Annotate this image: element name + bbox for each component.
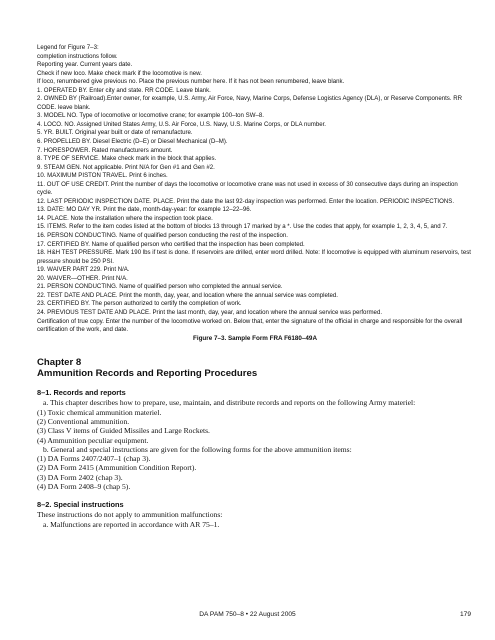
list-item: (2) DA Form 2415 (Ammunition Condition Report). — [37, 463, 197, 473]
legend-line: 8. TYPE OF SERVICE. Make check mark in the block that applies. — [37, 155, 217, 163]
chapter-section — [37, 357, 473, 529]
legend-line: 19. WAIVER PART 229. Print N/A. — [37, 266, 130, 274]
section-intro: These instructions do not apply to ammunition malfunctions: — [37, 510, 223, 520]
legend-line: 17. CERTIFIED BY. Name of qualified person who certified that the inspection has been completed. — [37, 240, 305, 248]
chapter-number: Chapter 8 — [37, 357, 82, 368]
legend-line: Reporting year. Current years date. — [37, 61, 133, 69]
legend-line: 21. PERSON CONDUCTING. Name of qualified person who completed the annual service. — [37, 283, 283, 291]
legend-line: 9. STEAM GEN. Not applicable. Print N/A for Gen #1 and Gen #2. — [37, 163, 215, 171]
legend-line: 4. LOCO. NO. Assigned United States Army, U.S. Air Force, U.S. Navy, U.S. Marine Corps, or DLA number. — [37, 120, 326, 128]
legend-line: 24. PREVIOUS TEST DATE AND PLACE. Print the last month, day, year, and location where the annual service was performed. — [37, 308, 383, 316]
legend-line: 15. ITEMS. Refer to the item codes listed at the bottom of blocks 13 through 17 marked by a *. Use the codes that apply, for example 1, 2, 3, 4, 5, and 7. — [37, 223, 448, 231]
chapter-title: Ammunition Records and Reporting Procedures — [37, 368, 258, 380]
list-item: (4) Ammunition peculiar equipment. — [37, 435, 149, 445]
legend-line: 11. OUT OF USE CREDIT. Print the number of days the locomotive or locomotive crane was not used in excess of 30 consecutive days during an inspection cycle. — [37, 180, 458, 197]
legend-line: If loco, renumbered give previous no. Place the previous number here. If it has not been renumbered, leave blank. — [37, 78, 345, 86]
legend-line: Check if new loco. Make check mark if the locomotive is new. — [37, 69, 202, 77]
list-item: (1) DA Forms 2407/2407–1 (chap 3). — [37, 454, 151, 464]
paragraph-b: b. General and special instructions are given for the following forms for the above ammunition items: — [43, 444, 352, 454]
legend-line: 2. OWNED BY (Railroad).Enter owner, for example, U.S. Army, Air Force, Navy, Marine Corps, Defense Logistics Agency (DLA), or Reserve Components. RR CODE. leave blank. — [37, 95, 463, 111]
list-item: (1) Toxic chemical ammunition materiel. — [37, 407, 162, 417]
legend-line: 13. DATE: MO DAY YR. Print the date, month-day-year: for example 12–22–96. — [37, 206, 252, 214]
legend-line: Certification of true copy. Enter the number of the locomotive worked on. Below that, enter the signature of the official in charge and responsible for the overall certification of the work, and date. — [37, 317, 463, 334]
paragraph-a: a. Malfunctions are reported in accordance with AR 75–1. — [43, 519, 220, 529]
legend-line: 12. LAST PERIODIC INSPECTION DATE. PLACE. Print the date the last 92-day inspection was performed. Enter the location. PERIODIC INSPECTIONS. — [37, 197, 455, 205]
figure-caption: Figure 7–3. Sample Form FRA F6180–49A — [192, 334, 317, 342]
legend-line: 14. PLACE. Note the installation where the inspection took place. — [37, 214, 213, 222]
page-number: 179 — [459, 611, 471, 618]
legend-line: 23. CERTIFIED BY. The person authorized to certify the completion of work. — [37, 300, 242, 308]
legend-line: 10. MAXIMUM PISTON TRAVEL. Print 6 inches. — [37, 172, 168, 180]
legend-line: 20. WAIVER—OTHER. Print N/A. — [37, 274, 128, 282]
section-heading: 8–2. Special instructions — [37, 500, 124, 510]
legend-line: 16. PERSON CONDUCTING. Name of qualified person conducting the rest of the inspection. — [37, 232, 288, 240]
legend-line: 18. H&H TEST PRESSURE. Mark 190 lbs if test is done. If reservoirs are drilled, enter word drilled. Note: If locomotive is equipped with aluminum reservoirs, test pressure should be 250 PSI. — [37, 249, 471, 265]
list-item: (2) Conventional ammunition. — [37, 417, 130, 426]
list-item: (4) DA Form 2408–9 (chap 5). — [37, 482, 131, 492]
legend-line: 6. PROPELLED BY. Diesel Electric (D–E) or Diesel Mechanical (D–M). — [37, 138, 228, 146]
list-item: (3) Class V items of Guided Missiles and Large Rockets. — [37, 426, 210, 436]
legend-line: 7. HORESPOWER. Rated manufacturers amount. — [37, 146, 173, 154]
section-heading: 8–1. Records and reports — [37, 388, 126, 398]
legend-title: Legend for Figure 7–3: — [37, 44, 99, 51]
list-item: (3) DA Form 2402 (chap 3). — [37, 472, 123, 482]
legend-line: 22. TEST DATE AND PLACE. Print the month, day, year, and location where the annual service was completed. — [37, 291, 339, 299]
legend-line: completion instructions follow. — [37, 52, 118, 60]
legend-line: 1. OPERATED BY. Enter city and state. RR CODE. Leave blank. — [37, 86, 211, 94]
publication-info: DA PAM 750–8 • 22 August 2005 — [199, 611, 296, 618]
legend-line: 5. YR. BUILT. Original year built or date of remanufacture. — [37, 129, 193, 137]
legend-line: 3. MODEL NO. Type of locomotive or locomotive crane; for example 100–ton SW–8. — [37, 112, 264, 120]
figure-legend — [37, 44, 473, 343]
paragraph-a: a. This chapter describes how to prepare, use, maintain, and distribute records and reports on the following Army materiel: — [43, 398, 416, 408]
